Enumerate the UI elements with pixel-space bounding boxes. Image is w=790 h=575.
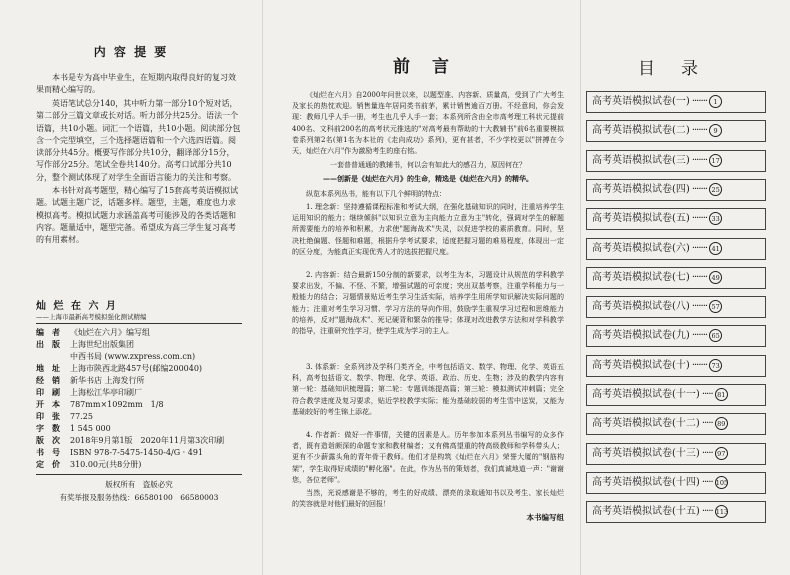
preface-closing: 当然，光说感谢是不够的，考生的好成绩、漂亮的录取通知书以及考生、家长灿烂的笑容就是对他们最好的回报！ — [292, 489, 564, 509]
toc-entry[interactable] — [592, 179, 770, 201]
preface-feature-4: 4. 作者新：做好一件事情，关键的因素是人。历年参加本系列丛书编写的众多作者，既有造诣颇深的命题专家和教材编者；又有佛高望重的特高级教师和学科带头人；更有不少薪露头角的青年骨干教师。他们才是构筑《灿烂在六月》荣誉大厦的"钢筋构架"，学生取得好成绩的"孵化器"。在此，作为丛书的策划者，我们真诚地道一声："谢谢您，各位老师"。 — [292, 431, 564, 484]
toc-page-number: 105 — [715, 476, 728, 489]
toc-leader-dots: ····· — [701, 418, 713, 429]
toc-entry[interactable] — [592, 208, 770, 230]
toc-leader-dots: ······· — [691, 301, 708, 312]
preface-question: 一套普普通通的教辅书，何以会有如此大的感召力，原因何在？ — [330, 161, 526, 169]
preface-feature-3: 3. 体系新：全系列涉及学科门类齐全，中考包括语文、数学、物理、化学、英语五科，高考包括语文、数学、物理、化学、英语、政治、历史、生物；涉及的教学内容有第一轮：基础知识梳理篇；第二轮：专题训练提高篇；第三轮：模拟测试冲刺篇；完全符合教学进度及复习要求，贴近学校教学实际；能为基础较弱的考生雪中送炭，又能为基础较好的考生锦上添花。 — [292, 363, 564, 416]
toc-leader-dots: ····· — [701, 448, 713, 459]
toc-leader-dots: ······· — [691, 360, 708, 371]
toc-leader-dots: ······· — [691, 184, 708, 195]
toc-entry[interactable] — [592, 238, 770, 260]
toc-title: 目录 — [638, 59, 724, 79]
toc-page-number: 81 — [715, 388, 728, 401]
toc-entry-label: 高考英语模拟试卷(十三) — [592, 448, 700, 459]
toc-entry-label: 高考英语模拟试卷(三) — [592, 155, 690, 166]
copyright-notice: 版权所有 盗版必究 — [105, 480, 173, 489]
pub-row-price: 定 价 310.00元(共8分册) — [36, 459, 142, 469]
report-hotline: 有奖举报及服务热线：66580100 66580003 — [59, 493, 219, 502]
preface-paragraph-intro: 《灿烂在六月》自2000年问世以来，以题型准、内容新、质量高，受到了广大考生及家长的热忱欢迎。销售量连年居同类书前茅，累计销售逾百万册。不经意间，你会发现：教师几乎人手一册，考生也几乎人手一套；本系列所含由全市高考理工科状元提前400名、文科前200名的高考状元推选的"对高考最有帮助的十大教辅书"前6名重要模拟卷系列第2名(第1名为本社的《走向成功》系列)，更有甚者，不少学校更以"拼搏在今天，灿烂在六月"作为激励考生的座右铭。 — [292, 91, 564, 156]
toc-leader-dots: ······· — [691, 96, 708, 107]
toc-page-number: 113 — [715, 505, 728, 518]
toc-leader-dots: ······· — [691, 155, 708, 166]
toc-page-number: 65 — [709, 329, 722, 342]
toc-entry-label: 高考英语模拟试卷(六) — [592, 243, 690, 254]
toc-entry[interactable] — [592, 501, 770, 523]
summary-paragraph-1: 本书是专为高中毕业生，在短期内取得良好的复习效果而精心编写的。 — [36, 73, 236, 95]
toc-page-number: 9 — [709, 124, 722, 137]
toc-entry[interactable] — [592, 355, 770, 377]
preface-page — [262, 0, 580, 575]
pub-row-publisher-imprint: 中西书局 (www.zxpress.com.cn) — [70, 352, 196, 361]
pub-row-sheets: 印 张 77.25 — [36, 411, 93, 421]
preface-motto: ——创新是《灿烂在六月》的生命，精选是《灿烂在六月》的精华。 — [323, 174, 533, 183]
preface-features-lead: 纵览本系列丛书，能有以下几个鲜明的特点： — [306, 190, 446, 198]
summary-title: 内 容 提 要 — [93, 45, 169, 59]
toc-entry-label: 高考英语模拟试卷(七) — [592, 272, 690, 283]
toc-entry[interactable] — [592, 91, 770, 113]
toc-entry-label: 高考英语模拟试卷(四) — [592, 184, 690, 195]
preface-title: 前言 — [393, 57, 471, 77]
toc-entry[interactable] — [592, 443, 770, 465]
pub-row-editor: 编 者 《灿烂在六月》编写组 — [36, 327, 150, 337]
toc-entry[interactable] — [592, 384, 770, 406]
toc-page-number: 49 — [709, 271, 722, 284]
toc-page-number: 73 — [709, 359, 722, 372]
toc-entry[interactable] — [592, 150, 770, 172]
pub-row-isbn: 书 号 ISBN 978-7-5475-1450-4/G · 491 — [36, 447, 204, 457]
toc-leader-dots: ······· — [691, 272, 708, 283]
toc-entry[interactable] — [592, 296, 770, 318]
toc-entry-label: 高考英语模拟试卷(十二) — [592, 418, 700, 429]
toc-leader-dots: ····· — [701, 506, 713, 517]
toc-entry-label: 高考英语模拟试卷(九) — [592, 330, 690, 341]
toc-leader-dots: ····· — [701, 389, 713, 400]
preface-feature-2: 2. 内容新：结合最新150分制的新要求，以考生为本，习题设计从规范的学科教学要求出发，不偏、不怪、不繁，增强试题的可亲度；突出双基考察，注重学科能力与一般能力的结合；习题情景贴近考生学习生活实际，培养学生用所学知识解决实际问题的能力；注重对考生学习习惯、学习方法的导向作用，鼓励学生重视学习过程和思维能力的培养，反对"题海战术"、死记硬背和繁杂的推导；体现对改进教学方法和对学科教学的指导，注重研究性学习，使学生成为学习的主人。 — [292, 271, 564, 336]
toc-entry-label: 高考英语模拟试卷(二) — [592, 125, 690, 136]
toc-page-number: 25 — [709, 183, 722, 196]
toc-page-number: 41 — [709, 242, 722, 255]
toc-entry[interactable] — [592, 267, 770, 289]
toc-entry-label: 高考英语模拟试卷(十) — [592, 360, 690, 371]
pub-row-publisher: 出 版 上海世纪出版集团 — [36, 339, 134, 349]
divider-line — [36, 474, 242, 475]
toc-entry-label: 高考英语模拟试卷(一) — [592, 96, 690, 107]
pub-row-address: 地 址 上海市陕西北路457号(邮编200040) — [36, 363, 203, 373]
left-page — [0, 0, 262, 575]
toc-entry-label: 高考英语模拟试卷(十一) — [592, 389, 700, 400]
pub-row-edition: 版 次 2018年9月第1版 2020年11月第3次印刷 — [36, 435, 225, 445]
book-subtitle: ——上海市最新高考模拟强化测试精编 — [36, 313, 147, 321]
toc-entry[interactable] — [592, 413, 770, 435]
toc-entry[interactable] — [592, 120, 770, 142]
toc-entry-label: 高考英语模拟试卷(八) — [592, 301, 690, 312]
toc-entry-label: 高考英语模拟试卷(五) — [592, 213, 690, 224]
book-title: 灿 烂 在 六 月 — [36, 301, 118, 312]
toc-page-number: 1 — [709, 95, 722, 108]
toc-leader-dots: ····· — [701, 477, 713, 488]
toc-entry[interactable] — [592, 325, 770, 347]
summary-paragraph-2: 英语笔试总分140，其中听力第一部分10个短对话，第二部分三篇文章或长对话。听力部分共25分。语法一个语篇，共10小题。词汇一个语篇，共10小题。阅读部分包含一个完型填空，三个选择题语篇和一个六选四语篇。阅读部分共45分。概要写作部分共10分，翻译部分15分，写作部分25分。笔试全卷共140分。高考口试部分共10分，整个测试体现了对学生全面语言能力的关注和考察。 — [36, 99, 241, 182]
preface-feature-1: 1. 理念新：坚持遵循课程标准和考试大纲，在强化基础知识的同时，注重培养学生运用知识的能力；继续倾斜"以知识立意为主向能力立意为主"转化，强调对学生的解题所需要能力的培养和积累，力求使"题海战术"失灵，以促进学校的素质教育。同时，坚决杜绝偏题、怪题和难题，根据升学考试要求，适度把握习题的难易程度，体现出一定的区分度，为能真正实现优秀人才的选拔把握尺度。 — [292, 203, 564, 256]
divider-line — [36, 323, 242, 324]
toc-leader-dots: ······· — [691, 330, 708, 341]
toc-page-number: 33 — [709, 212, 722, 225]
pub-row-printer: 印 刷 上海松江华亭印刷厂 — [36, 387, 142, 397]
toc-entry[interactable] — [592, 472, 770, 494]
pub-row-wordcount: 字 数 1 545 000 — [36, 423, 111, 433]
toc-page-number: 17 — [709, 154, 722, 167]
toc-page-number: 57 — [709, 300, 722, 313]
toc-leader-dots: ······· — [691, 125, 708, 136]
toc-page-number: 97 — [715, 447, 728, 460]
toc-page-number: 89 — [715, 417, 728, 430]
toc-leader-dots: ······· — [691, 243, 708, 254]
toc-entry-label: 高考英语模拟试卷(十四) — [592, 477, 700, 488]
toc-leader-dots: ······· — [691, 213, 708, 224]
summary-paragraph-3: 本书针对高考题型，精心编写了15套高考英语模拟试题。试题主题广泛，话题多样。题型，主题，难度也力求模拟高考。模拟试题力求涵盖高考可能涉及的各类话题和内容。题量适中，题型完备。希望成为高三学生复习高考的有用素材。 — [36, 186, 239, 245]
pub-row-format: 开 本 787mm×1092mm 1/8 — [36, 399, 164, 409]
pub-row-distributor: 经 销 新华书店 上海发行所 — [36, 375, 145, 385]
toc-entry-label: 高考英语模拟试卷(十五) — [592, 506, 700, 517]
preface-signature: 本书编写组 — [526, 513, 564, 522]
toc-page — [580, 0, 790, 575]
